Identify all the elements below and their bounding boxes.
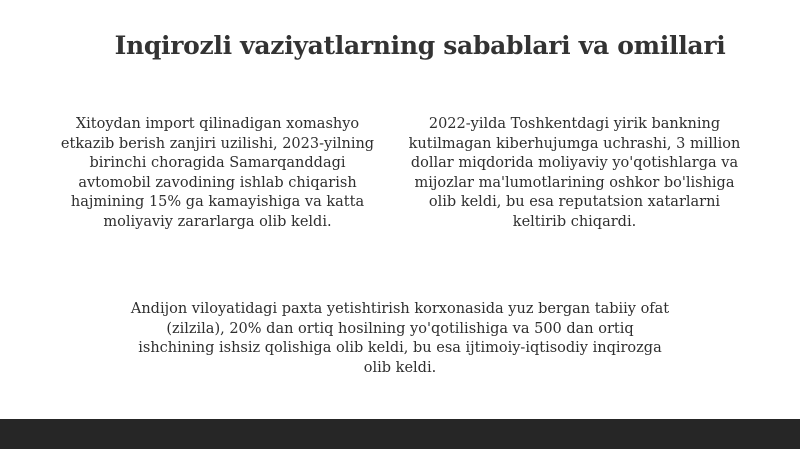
text-block-cyberattack: 2022-yilda Toshkentdagi yirik bankning kutilmagan kiberhujumga uchrashi, 3 million dollar miqdorida moliyaviy yo'qotishlarga va mijozlar ma'lumotlarining oshkor bo'lishiga olib keldi, bu esa reputatsion xatarlarni keltirib chiqardi. — [408, 116, 741, 230]
text-block-supply-chain: Xitoydan import qilinadigan xomashyo etkazib berish zanjiri uzilishi, 2023-yilning birinchi choragida Samarqanddagi avtomobil zavodining ishlab chiqarish hajmining 15% ga kamayishiga va katta moliyaviy zararlarga olib keldi. — [60, 116, 375, 230]
slide-title: Inqirozli vaziyatlarning sabablari va omillari — [114, 31, 726, 60]
text-block-natural-disaster: Andijon viloyatidagi paxta yetishtirish korxonasida yuz bergan tabiiy ofat (zilzila), 20% dan ortiq hosilning yo'qotilishiga va 500 dan ortiq ishchining ishsiz qolishiga olib keldi, bu esa ijtimoiy-iqtisodiy inqirozga olib keldi. — [130, 301, 670, 376]
footer-bar — [0, 419, 800, 449]
